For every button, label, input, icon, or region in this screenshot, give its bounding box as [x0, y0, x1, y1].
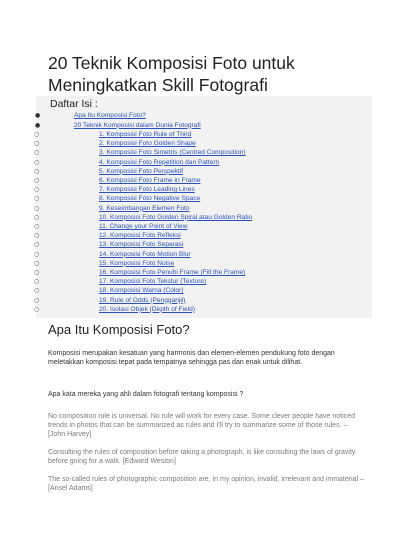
- toc-subitem: [36, 286, 372, 295]
- toc-subitem: [36, 194, 372, 203]
- bullet-icon: ○: [34, 186, 40, 194]
- quote-ansel-adams: The so-called rules of photographic composition are, in my opinion, invalid, irrelevant and immaterial – [Ansel Adams]: [48, 476, 364, 492]
- quote-john-harvey: No composition rule is universal. No rule will work for every case. Some clever people have noticed trends in photos that can be summarized as rules and I'll try to summarize some of those rules. – [John Harvey]: [48, 413, 355, 438]
- toc-subitem: [36, 296, 372, 305]
- toc-link[interactable]: 13. Komposisi Foto Separasi: [99, 241, 184, 249]
- bullet-icon: ●: [35, 112, 41, 119]
- paragraph-question: Apa kata mereka yang ahli dalam fotografi tentang komposisi ?: [48, 391, 244, 398]
- bullet-icon: ○: [34, 250, 40, 258]
- section-heading: Apa Itu Komposisi Foto?: [48, 322, 190, 337]
- toc-item: [36, 121, 372, 130]
- bullet-icon: ○: [34, 269, 40, 276]
- bullet-icon: ○: [34, 305, 40, 313]
- toc-link[interactable]: 8. Komposisi Foto Negative Space: [99, 195, 201, 203]
- toc-subitem: [36, 259, 372, 268]
- toc-subitem: [36, 305, 372, 314]
- toc-link[interactable]: 16. Komposisi Foto Penuhi Frame (Fill the Frame): [99, 269, 246, 276]
- toc-link[interactable]: 1. Komposisi Foto Rule of Third: [99, 131, 192, 138]
- toc-link[interactable]: 7. Komposisi Foto Leading Lines: [99, 186, 195, 194]
- bullet-icon: ○: [34, 213, 40, 221]
- quote-edward-weston: Consulting the rules of composition before taking a photograph, is like consulting the laws of gravity before going for a walk. [Edward Weston]: [48, 449, 356, 465]
- toc-subitem: [36, 268, 372, 277]
- toc-item: [36, 111, 372, 120]
- toc-link[interactable]: 3. Komposisi Foto Simetris (Centred Composition): [99, 149, 246, 157]
- bullet-icon: ○: [34, 204, 40, 212]
- toc-subitem: [36, 213, 372, 222]
- bullet-icon: ○: [34, 259, 40, 267]
- bullet-icon: ○: [34, 158, 40, 166]
- bullet-icon: ○: [34, 223, 40, 230]
- bullet-icon: ○: [34, 149, 40, 157]
- toc-link[interactable]: 12. Komposisi Foto Refleksi: [99, 232, 181, 240]
- toc-link[interactable]: 17. Komposisi Foto Tekstur (Texture): [99, 278, 207, 286]
- toc-subitem: [36, 240, 372, 249]
- toc-link-apa-itu[interactable]: Apa Itu Komposisi Foto?: [74, 112, 146, 119]
- toc-subitem: [36, 222, 372, 231]
- toc-link[interactable]: 20. Isolasi Objek (Depth of Field): [99, 305, 196, 313]
- toc-link[interactable]: 4. Komposisi Foto Repetition dan Pattern: [99, 158, 220, 166]
- bullet-icon: ○: [34, 195, 40, 203]
- toc-subitem: [36, 167, 372, 176]
- toc-link[interactable]: 19. Rule of Odds (Pengganjil): [99, 296, 186, 304]
- toc-subitem: [36, 130, 372, 139]
- toc-subitem: [36, 231, 372, 240]
- toc-subitem: [36, 148, 372, 157]
- toc-subitem: [36, 277, 372, 286]
- toc-subitem: [36, 176, 372, 185]
- toc-link[interactable]: 9. Keseimbangan Elemen Foto: [99, 204, 190, 212]
- bullet-icon: ○: [34, 177, 40, 184]
- toc-link-20-teknik[interactable]: 20 Teknik Komposisi dalam Dunia Fotografi: [74, 121, 201, 129]
- toc-link[interactable]: 14. Komposisi Foto Motion Blur: [99, 250, 191, 258]
- bullet-icon: ○: [34, 232, 40, 240]
- toc-link[interactable]: 18. Komposisi Warna (Color): [99, 287, 184, 295]
- paragraph-definition: Komposisi merupakan kesatuan yang harmonis dan elemen-elemen pendukung foto dengan meletakkan komposisi tepat pada tempatnya sehingga pas dan enak untuk dilihat.: [48, 350, 335, 366]
- table-of-contents: [36, 96, 372, 318]
- bullet-icon: ●: [35, 121, 41, 129]
- bullet-icon: ○: [34, 287, 40, 295]
- bullet-icon: ○: [34, 140, 40, 148]
- toc-link[interactable]: 5. Komposisi Foto Perspektif: [99, 167, 183, 175]
- toc-heading: Daftar Isi :: [50, 98, 98, 110]
- toc-link[interactable]: 11. Change your Point of View: [99, 223, 188, 230]
- toc-subitem: [36, 250, 372, 259]
- toc-link[interactable]: 15. Komposisi Foto Noise: [99, 259, 175, 267]
- toc-link[interactable]: 6. Komposisi Foto Frame in Frame: [99, 177, 201, 184]
- toc-subitem: [36, 204, 372, 213]
- toc-link[interactable]: 10. Komposisi Foto Golden Spiral atau Golden Ratio: [99, 213, 253, 221]
- toc-subitem: [36, 139, 372, 148]
- toc-link[interactable]: 2. Komposisi Foto Golden Shape: [99, 140, 196, 148]
- bullet-icon: ○: [34, 296, 40, 304]
- bullet-icon: ○: [34, 167, 40, 175]
- toc-subitem: [36, 185, 372, 194]
- bullet-icon: ○: [34, 241, 40, 249]
- page-title: 20 Teknik Komposisi Foto untuk Meningkatkan Skill Fotografi: [48, 53, 295, 95]
- toc-subitem: [36, 158, 372, 167]
- bullet-icon: ○: [34, 131, 40, 138]
- bullet-icon: ○: [34, 278, 40, 286]
